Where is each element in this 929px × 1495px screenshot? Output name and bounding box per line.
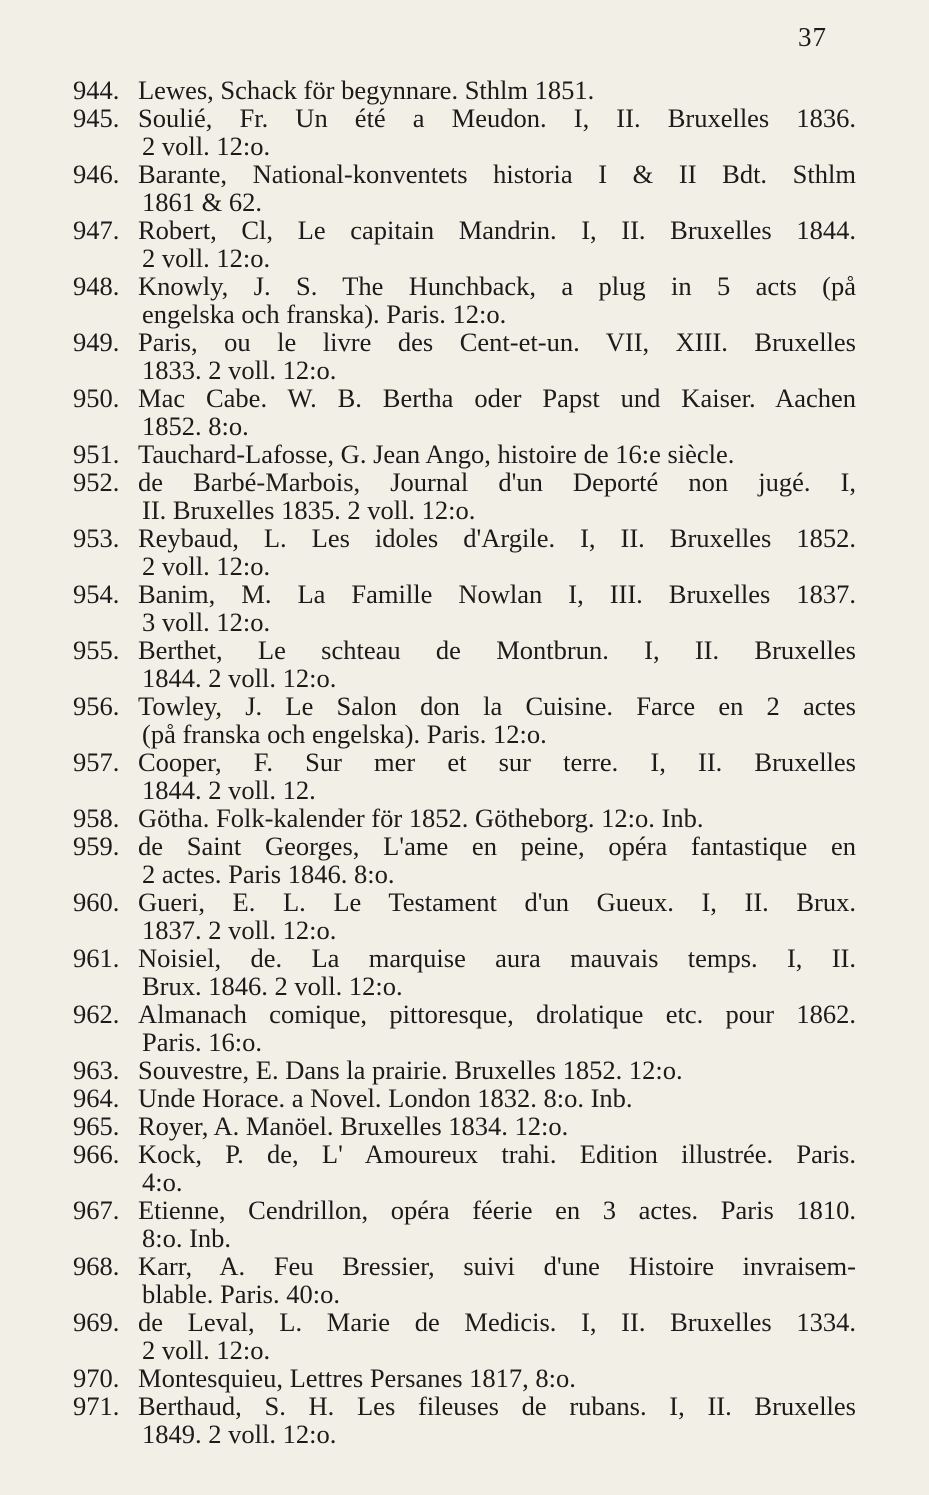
entry-number: 954. <box>73 579 120 609</box>
entry-text: Cooper, F. Sur mer et sur terre. I, II. Bruxelles <box>138 747 856 777</box>
entry-number: 952. <box>73 467 120 497</box>
entry-text-continuation: engelska och franska). Paris. 12:o. <box>142 299 507 329</box>
entry-number: 949. <box>73 327 120 357</box>
entry-number: 963. <box>73 1055 120 1085</box>
catalog-entry <box>0 1056 929 1084</box>
catalog-entry <box>0 580 929 636</box>
entry-text: Götha. Folk-kalender för 1852. Götheborg. 12:o. Inb. <box>138 803 704 833</box>
entry-text-continuation: 2 voll. 12:o. <box>142 243 271 273</box>
entry-number: 960. <box>73 887 120 917</box>
catalog-entry <box>0 888 929 944</box>
catalog-entry <box>0 76 929 104</box>
catalog-entry <box>0 216 929 272</box>
entry-text: de Barbé-Marbois, Journal d'un Deporté non jugé. I, <box>138 467 856 497</box>
entry-number: 944. <box>73 75 120 105</box>
catalog-entry <box>0 1252 929 1308</box>
entry-number: 956. <box>73 691 120 721</box>
catalog-entry <box>0 1140 929 1196</box>
entry-number: 953. <box>73 523 120 553</box>
entry-text-continuation: II. Bruxelles 1835. 2 voll. 12:o. <box>142 495 476 525</box>
catalog-entry <box>0 804 929 832</box>
entry-text: Soulié, Fr. Un été a Meudon. I, II. Bruxelles 1836. <box>138 103 856 133</box>
catalog-entry <box>0 1392 929 1448</box>
entry-number: 969. <box>73 1307 120 1337</box>
entry-text: Mac Cabe. W. B. Bertha oder Papst und Kaiser. Aachen <box>138 383 856 413</box>
entry-text: Towley, J. Le Salon don la Cuisine. Farce en 2 actes <box>138 691 856 721</box>
entry-text-continuation: 2 actes. Paris 1846. 8:o. <box>142 859 395 889</box>
catalog-entry <box>0 272 929 328</box>
catalog-entry <box>0 384 929 440</box>
entry-number: 964. <box>73 1083 120 1113</box>
entry-number: 946. <box>73 159 120 189</box>
entry-text: Etienne, Cendrillon, opéra féerie en 3 actes. Paris 1810. <box>138 1195 856 1225</box>
entry-number: 967. <box>73 1195 120 1225</box>
entry-text: Berthaud, S. H. Les fileuses de rubans. I, II. Bruxelles <box>138 1391 856 1421</box>
entry-text: Banim, M. La Famille Nowlan I, III. Bruxelles 1837. <box>138 579 856 609</box>
entry-text: Knowly, J. S. The Hunchback, a plug in 5 acts (på <box>138 271 856 301</box>
entry-text-continuation: Brux. 1846. 2 voll. 12:o. <box>142 971 403 1001</box>
entry-number: 947. <box>73 215 120 245</box>
entry-number: 966. <box>73 1139 120 1169</box>
catalog-entry <box>0 1000 929 1056</box>
entry-number: 970. <box>73 1363 120 1393</box>
entry-text: Royer, A. Manöel. Bruxelles 1834. 12:o. <box>138 1111 569 1141</box>
catalog-entry <box>0 1364 929 1392</box>
entry-text-continuation: blable. Paris. 40:o. <box>142 1279 340 1309</box>
entry-number: 962. <box>73 999 120 1029</box>
entry-number: 945. <box>73 103 120 133</box>
entry-text: Berthet, Le schteau de Montbrun. I, II. Bruxelles <box>138 635 856 665</box>
entry-text-continuation: 1837. 2 voll. 12:o. <box>142 915 337 945</box>
catalog-entry <box>0 160 929 216</box>
catalog-entry <box>0 832 929 888</box>
catalog-entry <box>0 468 929 524</box>
entry-number: 950. <box>73 383 120 413</box>
entry-number: 965. <box>73 1111 120 1141</box>
entry-text: de Saint Georges, L'ame en peine, opéra fantastique en <box>138 831 856 861</box>
catalog-entry <box>0 1196 929 1252</box>
entry-list <box>0 76 929 1448</box>
entry-number: 971. <box>73 1391 120 1421</box>
entry-text: Almanach comique, pittoresque, drolatique etc. pour 1862. <box>138 999 856 1029</box>
catalog-entry <box>0 748 929 804</box>
entry-number: 948. <box>73 271 120 301</box>
catalog-entry <box>0 328 929 384</box>
entry-text-continuation: (på franska och engelska). Paris. 12:o. <box>142 719 547 749</box>
entry-text: Barante, National-konventets historia I & II Bdt. Sthlm <box>138 159 856 189</box>
entry-text-continuation: 1844. 2 voll. 12:o. <box>142 663 337 693</box>
catalog-entry <box>0 1112 929 1140</box>
catalog-entry <box>0 440 929 468</box>
entry-text-continuation: Paris. 16:o. <box>142 1027 262 1057</box>
catalog-entry <box>0 524 929 580</box>
page-number: 37 <box>798 22 827 52</box>
entry-text: Noisiel, de. La marquise aura mauvais temps. I, II. <box>138 943 856 973</box>
entry-number: 955. <box>73 635 120 665</box>
entry-text: Karr, A. Feu Bressier, suivi d'une Histoire invraisem- <box>138 1251 856 1281</box>
entry-text: Paris, ou le livre des Cent-et-un. VII, XIII. Bruxelles <box>138 327 856 357</box>
entry-text: de Leval, L. Marie de Medicis. I, II. Bruxelles 1334. <box>138 1307 856 1337</box>
entry-text-continuation: 2 voll. 12:o. <box>142 131 271 161</box>
entry-text-continuation: 8:o. Inb. <box>142 1223 232 1253</box>
entry-text: Montesquieu, Lettres Persanes 1817, 8:o. <box>138 1363 576 1393</box>
catalog-entry <box>0 944 929 1000</box>
entry-number: 958. <box>73 803 120 833</box>
entry-text-continuation: 3 voll. 12:o. <box>142 607 271 637</box>
entry-text-continuation: 1852. 8:o. <box>142 411 249 441</box>
entry-text: Lewes, Schack för begynnare. Sthlm 1851. <box>138 75 595 105</box>
catalog-entry <box>0 636 929 692</box>
entry-text-continuation: 1861 & 62. <box>142 187 262 217</box>
entry-text: Souvestre, E. Dans la prairie. Bruxelles 1852. 12:o. <box>138 1055 683 1085</box>
entry-text: Reybaud, L. Les idoles d'Argile. I, II. Bruxelles 1852. <box>138 523 856 553</box>
entry-text: Kock, P. de, L' Amoureux trahi. Edition illustrée. Paris. <box>138 1139 856 1169</box>
entry-number: 961. <box>73 943 120 973</box>
catalog-entry <box>0 1308 929 1364</box>
entry-number: 959. <box>73 831 120 861</box>
catalog-entry <box>0 1084 929 1112</box>
entry-number: 968. <box>73 1251 120 1281</box>
entry-text-continuation: 1844. 2 voll. 12. <box>142 775 316 805</box>
entry-text: Gueri, E. L. Le Testament d'un Gueux. I, II. Brux. <box>138 887 856 917</box>
entry-number: 951. <box>73 439 120 469</box>
entry-text: Tauchard-Lafosse, G. Jean Ango, histoire de 16:e siècle. <box>138 439 735 469</box>
catalog-entry <box>0 692 929 748</box>
entry-text: Robert, Cl, Le capitain Mandrin. I, II. Bruxelles 1844. <box>138 215 856 245</box>
entry-text-continuation: 2 voll. 12:o. <box>142 551 271 581</box>
catalog-entry <box>0 104 929 160</box>
entry-text-continuation: 1833. 2 voll. 12:o. <box>142 355 337 385</box>
entry-text: Unde Horace. a Novel. London 1832. 8:o. Inb. <box>138 1083 633 1113</box>
entry-text-continuation: 2 voll. 12:o. <box>142 1335 271 1365</box>
entry-number: 957. <box>73 747 120 777</box>
entry-text-continuation: 4:o. <box>142 1167 183 1197</box>
entry-text-continuation: 1849. 2 voll. 12:o. <box>142 1419 337 1449</box>
